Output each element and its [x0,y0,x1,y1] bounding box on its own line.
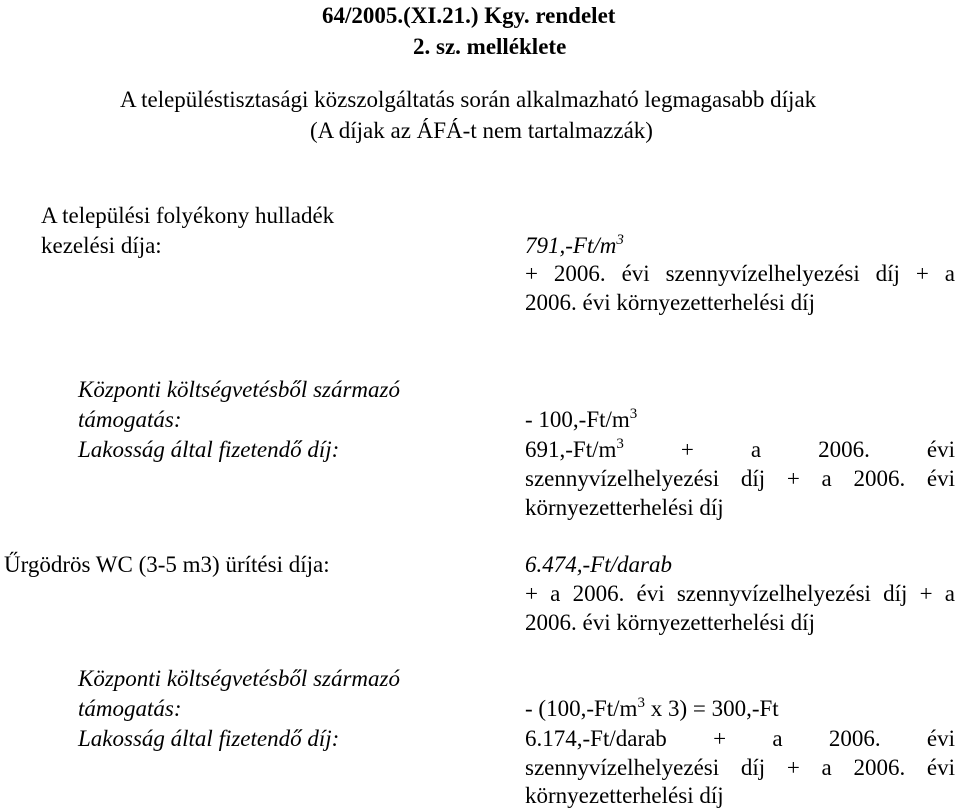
word: 6.174,-Ft/darab [525,726,667,751]
resident-fee-unit-sup: 3 [616,436,624,452]
liquid-waste-fee-value [525,234,624,257]
word: 2006. [828,726,881,751]
septic-tank-label: Űrgödrös WC (3-5 m3) ürítési díja: [4,552,330,577]
resident-fee-word: évi [926,437,955,462]
annex-label: 2. sz. melléklete [413,34,567,59]
septic-tank-note-line2: 2006. évi környezetterhelési díj [525,610,815,635]
decree-title: 64/2005.(XI.21.) Kgy. rendelet [322,3,616,28]
septic-resident-fee-line1 [525,727,955,750]
liquid-waste-label-line2: kezelési díja: [41,233,162,258]
word: szennyvízelhelyezési [525,466,720,491]
word: évi [926,755,955,780]
word: + [525,261,538,286]
septic-subsidy-unit-sup: 3 [637,695,645,711]
resident-fee-label: Lakosság által fizetendő díj: [78,437,340,462]
subsidy-amount: - 100,-Ft/m [525,407,630,432]
resident-fee-word: a [750,437,762,462]
resident-fee-line3: környezetterhelési díj [525,495,724,520]
resident-fee-word: + [680,437,694,462]
septic-resident-fee-label: Lakosság által fizetendő díj: [78,726,340,751]
liquid-waste-fee-amount: 791,-Ft/m [525,233,617,258]
subsidy-label-line1: Központi költségvetésből származó [78,377,400,402]
subsidy-label-line2: támogatás: [78,407,182,432]
septic-subsidy-amount: - (100,-Ft/m [525,696,638,721]
word: 2006. [853,755,906,780]
resident-fee-line2 [525,467,955,490]
word: díj [883,581,908,606]
word: szennyvízelhelyezési [676,581,871,606]
word: + [786,466,800,491]
septic-tank-fee-value: 6.474,-Ft/darab [525,552,672,577]
word: + [713,726,727,751]
word: díj [740,466,766,491]
document-subtitle: (A díjak az ÁFÁ-t nem tartalmazzák) [310,118,653,143]
liquid-waste-note-line2: 2006. évi környezetterhelési díj [525,290,815,315]
word: a [821,466,832,491]
word: díj [875,261,900,286]
resident-fee-word: 2006. [818,437,870,462]
word: a [944,581,955,606]
word: 2006. [572,581,625,606]
word: évi [636,581,665,606]
septic-subsidy-value [525,697,779,720]
resident-fee-amount-text: 691,-Ft/m [525,437,617,462]
word: 2006. [553,261,606,286]
septic-subsidy-calc: x 3) = 300,-Ft [644,696,779,721]
word: szennyvízelhelyezési [525,755,720,780]
word: díj [740,755,766,780]
word: a [550,581,561,606]
word: + [919,581,933,606]
word: 2006. [853,466,906,491]
word: a [772,726,783,751]
word: + [525,581,538,606]
word: évi [621,261,650,286]
liquid-waste-fee-unit-sup: 3 [616,232,624,248]
septic-resident-fee-line2 [525,756,955,779]
subsidy-value [525,408,637,431]
liquid-waste-label-line1: A települési folyékony hulladék [41,203,335,228]
word: szennyvízelhelyezési [665,261,860,286]
word: + [786,755,800,780]
septic-resident-fee-line3: környezetterhelési díj [525,783,724,808]
word: a [821,755,832,780]
word: a [944,261,955,286]
word: évi [926,466,955,491]
liquid-waste-note-line1 [525,262,955,285]
word: + [915,261,929,286]
document-title: A településtisztasági közszolgáltatás során alkalmazható legmagasabb díjak [120,87,817,112]
septic-tank-note-line1 [525,582,955,605]
septic-subsidy-label-line1: Központi költségvetésből származó [78,666,400,691]
subsidy-unit-sup: 3 [629,406,638,422]
word: évi [926,726,955,751]
resident-fee-line1 [525,438,955,461]
septic-subsidy-label-line2: támogatás: [78,696,182,721]
resident-fee-amount [525,438,624,461]
